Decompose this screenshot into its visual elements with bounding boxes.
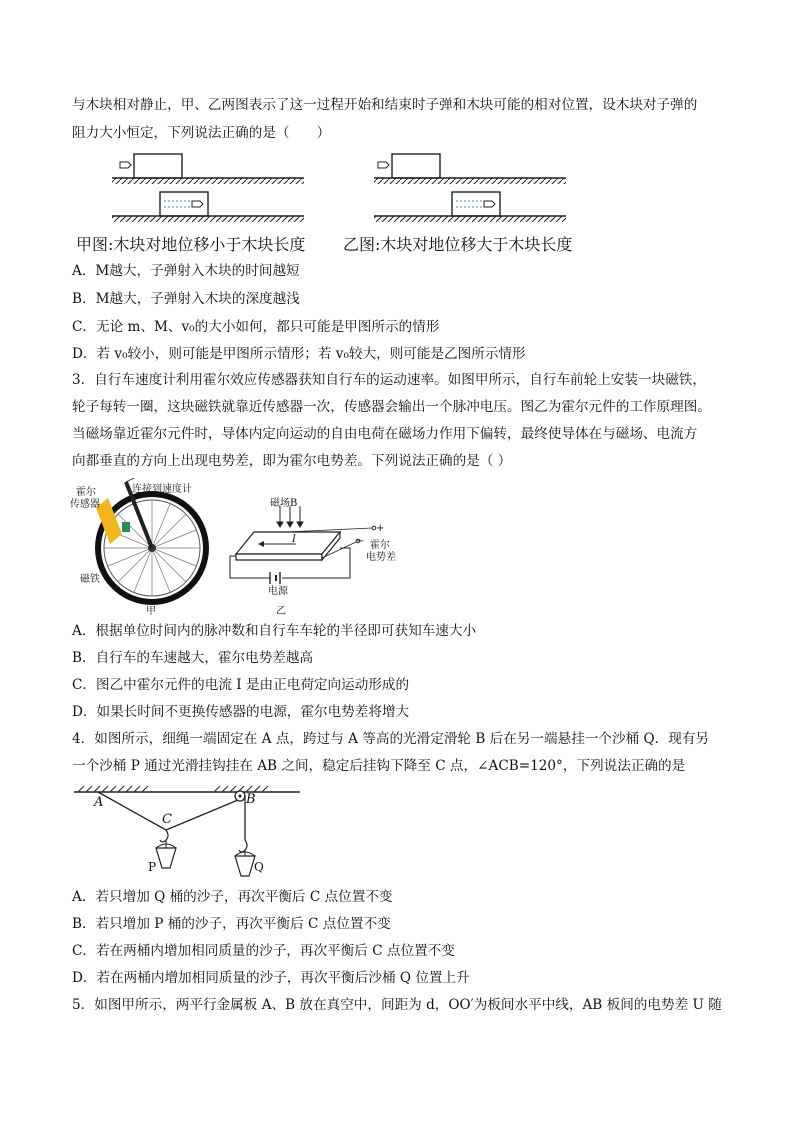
q2-caption-yi: 乙图:木块对地位移大于木块长度 bbox=[343, 235, 573, 254]
q4-option-a: A．若只增加 Q 桶的沙子，再次平衡后 C 点位置不变 bbox=[72, 889, 393, 905]
q4-option-d: D．若在两桶内增加相同质量的沙子，再次平衡后沙桶 Q 位置上升 bbox=[72, 970, 470, 986]
q2-stem-line-1: 与木块相对静止，甲、乙两图表示了这一过程开始和结束时子弹和木块可能的相对位置，设木块对子弹的 bbox=[72, 97, 698, 113]
q3-yi-label-hall-2: 电势差 bbox=[366, 552, 396, 563]
q2-figure-jia bbox=[108, 150, 308, 226]
q3-yi-caption: 乙 bbox=[276, 606, 286, 617]
q3-option-c: C．图乙中霍尔元件的电流 I 是由正电荷定向运动形成的 bbox=[72, 677, 410, 693]
q4-figure bbox=[72, 784, 302, 880]
block-top bbox=[134, 154, 182, 178]
q3-yi-label-plus: + bbox=[376, 523, 385, 534]
q2-option-b: B．M越大，子弹射入木块的深度越浅 bbox=[72, 291, 300, 307]
magnet-shape bbox=[122, 522, 130, 532]
q4-option-c: C．若在两桶内增加相同质量的沙子，再次平衡后 C 点位置不变 bbox=[72, 943, 455, 959]
q3-stem-line-2: 轮子每转一圈，这块磁铁就靠近传感器一次，传感器会输出一个脉冲电压。图乙为霍尔元件的工作原理图。 bbox=[72, 399, 711, 415]
q3-stem-line-4: 向都垂直的方向上出现电势差，即为霍尔电势差。下列说法正确的是（ ） bbox=[72, 453, 512, 469]
q3-jia-label-magnet: 磁铁 bbox=[80, 574, 100, 585]
q2-option-c: C．无论 m、M、v₀的大小如何，都只可能是甲图所示的情形 bbox=[72, 319, 440, 335]
q3-yi-label-source: 电源 bbox=[268, 586, 288, 597]
q2-caption-jia: 甲图:木块对地位移小于木块长度 bbox=[76, 235, 306, 254]
q3-jia-label-hall-2: 传感器 bbox=[70, 499, 100, 510]
q2-option-d: D．若 v₀较小，则可能是甲图所示情形；若 v₀较大，则可能是乙图所示情形 bbox=[72, 346, 526, 362]
q2-stem-line-2: 阻力大小恒定，下列说法正确的是（ ） bbox=[72, 125, 331, 141]
q3-jia-caption: 甲 bbox=[146, 606, 156, 617]
bullet-bottom bbox=[192, 201, 203, 207]
q4-label-q: Q bbox=[254, 860, 264, 874]
q3-yi-label-hall-1: 霍尔 bbox=[370, 540, 390, 551]
q5-stem-line-1: 5．如图甲所示，两平行金属板 A、B 放在真空中，间距为 d，OO′为板间水平中线，AB 板间的电势差 U 随 bbox=[72, 997, 722, 1013]
q3-option-d: D．如果长时间不更换传感器的电源，霍尔电势差将增大 bbox=[72, 704, 410, 720]
q4-label-b: B bbox=[246, 792, 256, 807]
q3-jia-label-connect: 连接到速度计 bbox=[132, 484, 192, 495]
q3-option-a: A．根据单位时间内的脉冲数和自行车车轮的半径即可获知车速大小 bbox=[72, 623, 477, 639]
q3-stem-line-3: 当磁场靠近霍尔元件时，导体内定向运动的自由电荷在磁场力作用下偏转，最终使导体在与磁场、电流方 bbox=[72, 426, 698, 442]
q4-stem-line-1: 4．如图所示，细绳一端固定在 A 点，跨过与 A 等高的光滑定滑轮 B 后在另一端悬挂一个沙桶 Q．现有另 bbox=[72, 731, 710, 747]
q4-label-a: A bbox=[94, 795, 104, 810]
q4-label-c: C bbox=[162, 812, 172, 827]
q3-yi-label-minus: − bbox=[356, 536, 365, 547]
q3-option-b: B．自行车的车速越大，霍尔电势差越高 bbox=[72, 650, 314, 666]
q3-jia-label-hall-1: 霍尔 bbox=[76, 487, 96, 498]
q4-stem-line-2: 一个沙桶 P 通过光滑挂钩挂在 AB 之间，稳定后挂钩下降至 C 点，∠ACB=120°，下列说法正确的是 bbox=[72, 758, 686, 774]
q2-option-a: A．M越大，子弹射入木块的时间越短 bbox=[72, 263, 300, 279]
q3-yi-label-current: I bbox=[292, 534, 296, 545]
q2-figure-yi bbox=[370, 150, 570, 226]
q3-stem-line-1: 3．自行车速度计利用霍尔效应传感器获知自行车的运动速率。如图甲所示，自行车前轮上安装一块磁铁， bbox=[72, 372, 706, 388]
q4-label-p: P bbox=[148, 860, 157, 874]
bullet-top bbox=[120, 162, 131, 168]
q3-yi-label-field: 磁场B bbox=[270, 498, 298, 509]
q4-option-b: B．若只增加 P 桶的沙子，再次平衡后 C 点位置不变 bbox=[72, 916, 391, 932]
